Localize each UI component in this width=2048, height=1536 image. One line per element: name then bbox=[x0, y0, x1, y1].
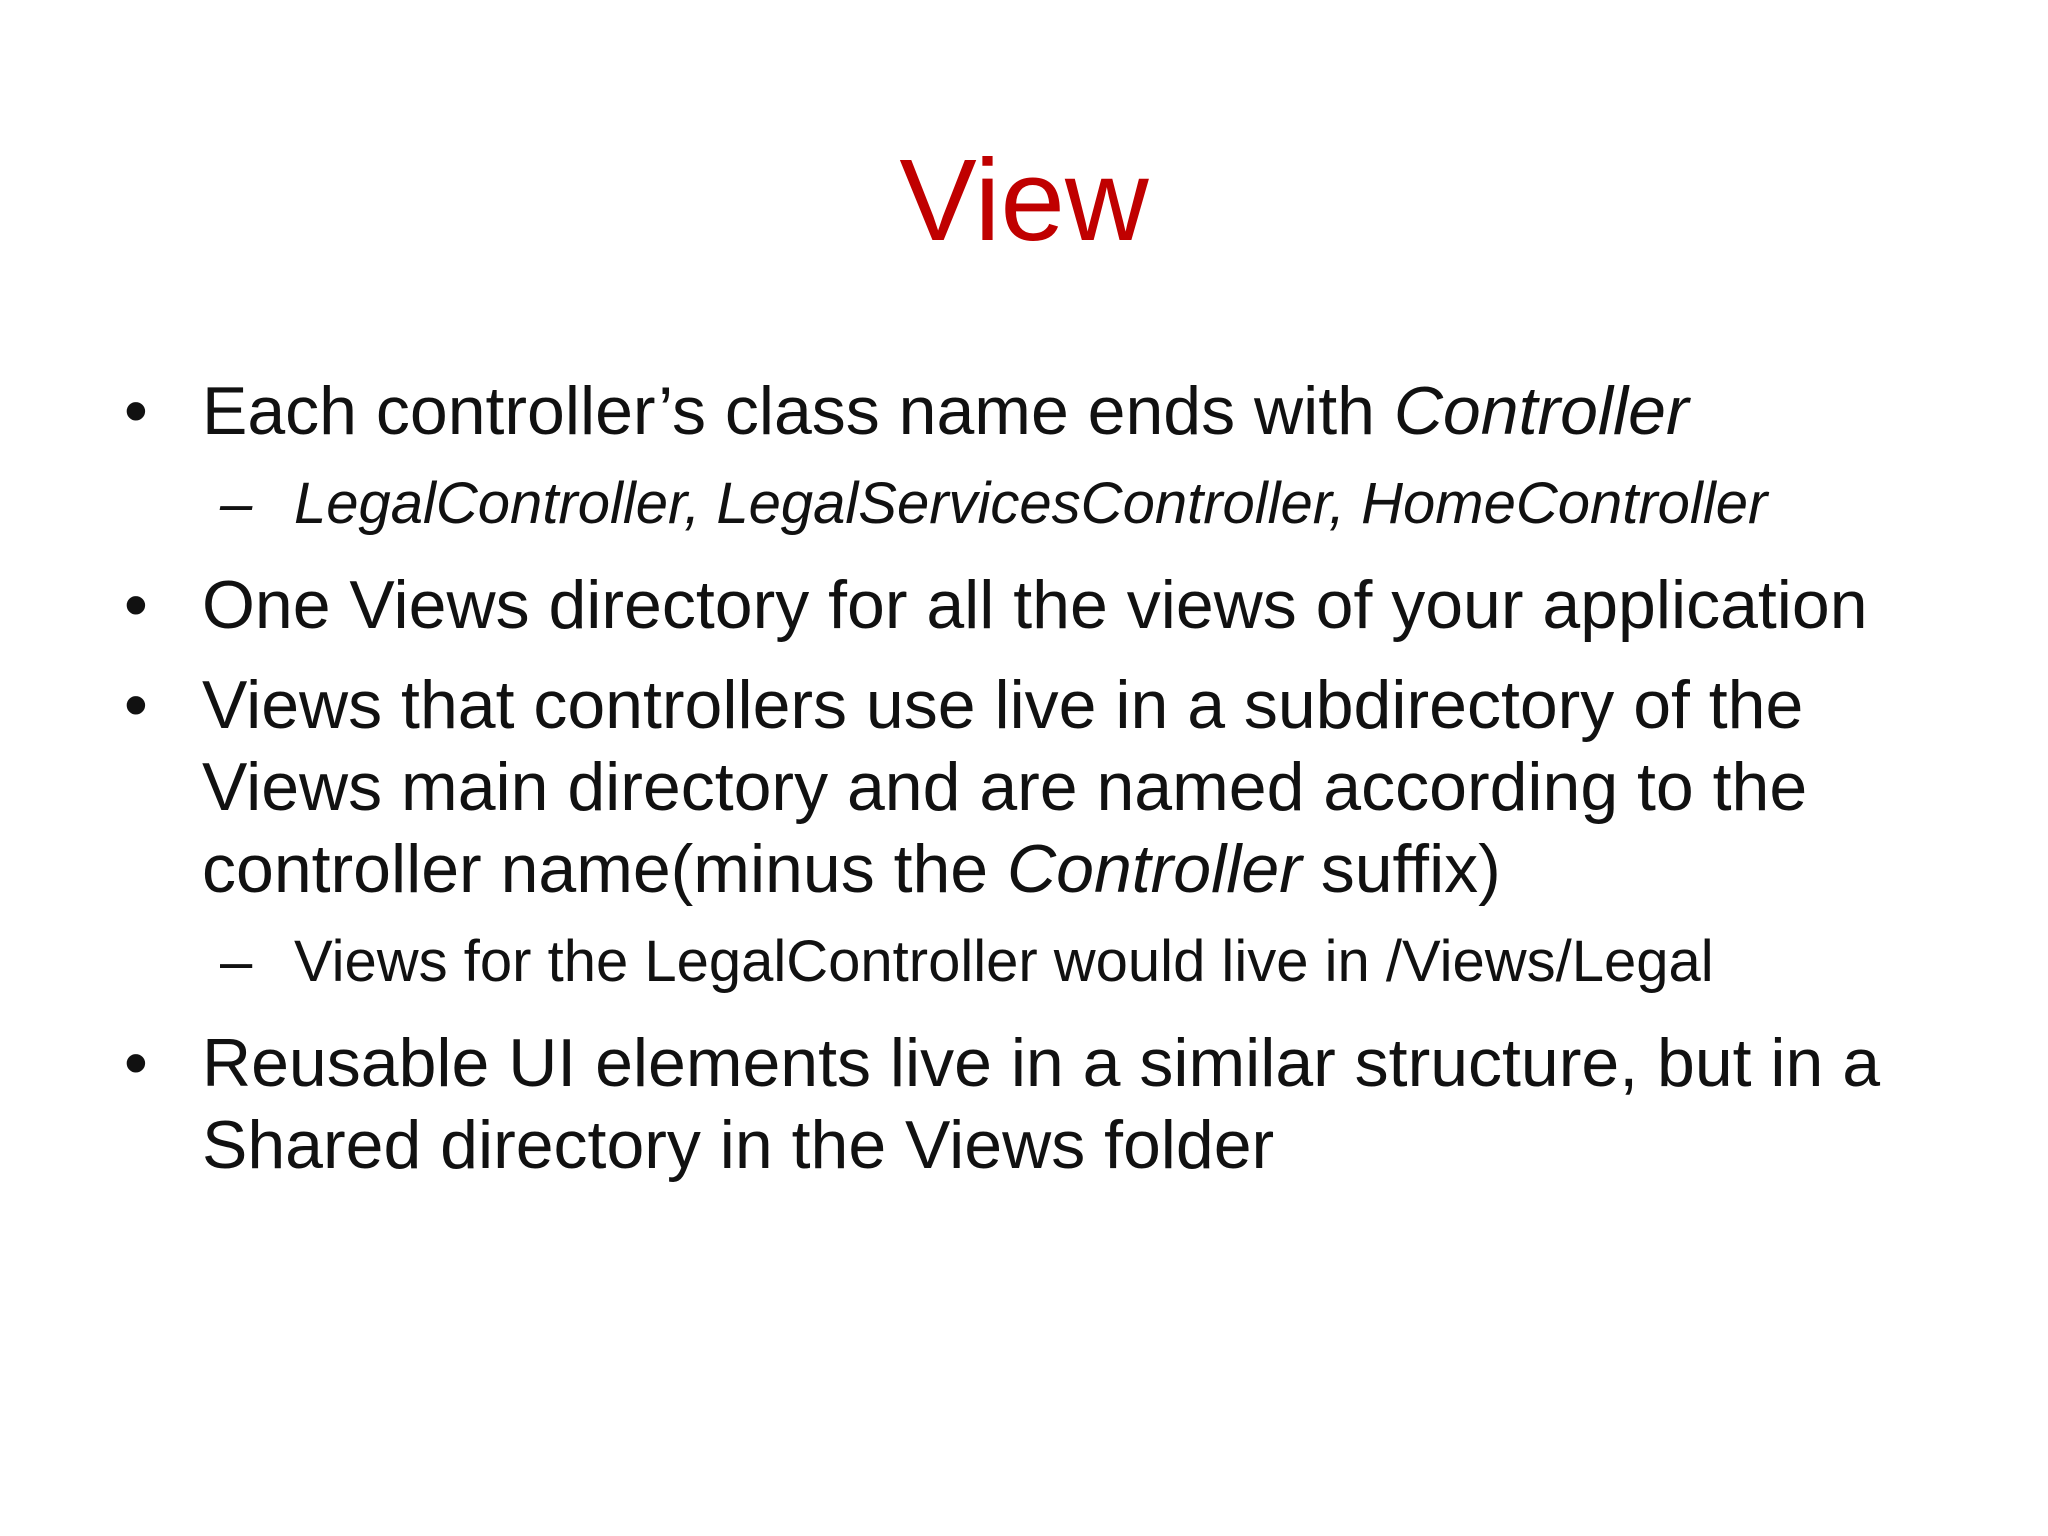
sub-bullet-text: Views for the LegalController would live in /Views/Legal bbox=[294, 929, 1714, 994]
bullet-emphasis: Controller bbox=[1393, 373, 1689, 449]
bullet-tail: suffix) bbox=[1301, 831, 1501, 907]
bullet-dot: • bbox=[124, 373, 148, 449]
bullet-text: Reusable UI elements live in a similar structure, but in a Shared directory in the Views folder bbox=[202, 1025, 1881, 1183]
bullet-text: One Views directory for all the views of your application bbox=[202, 567, 1868, 643]
slide-title: View bbox=[899, 135, 1149, 265]
bullet-item bbox=[120, 564, 1980, 646]
bullet-text: Each controller’s class name ends with bbox=[202, 373, 1394, 449]
bullet-list bbox=[120, 370, 1980, 1204]
sub-bullet-dash: – bbox=[220, 471, 253, 536]
sub-bullet-text: LegalController, LegalServicesController, HomeController bbox=[294, 471, 1768, 536]
sub-bullet-item bbox=[120, 920, 1980, 1004]
sub-bullet-item bbox=[120, 462, 1980, 546]
sub-bullet-dash: – bbox=[220, 929, 253, 994]
bullet-dot: • bbox=[124, 1025, 148, 1101]
bullet-dot: • bbox=[124, 567, 148, 643]
bullet-item bbox=[120, 370, 1980, 452]
bullet-text: Views that controllers use live in a subdirectory of the Views main directory and are named according to the controller name(minus the bbox=[202, 667, 1808, 907]
bullet-item bbox=[120, 1022, 1980, 1186]
bullet-dot: • bbox=[124, 667, 148, 743]
bullet-emphasis: Controller bbox=[1007, 831, 1302, 907]
bullet-item bbox=[120, 664, 1980, 910]
